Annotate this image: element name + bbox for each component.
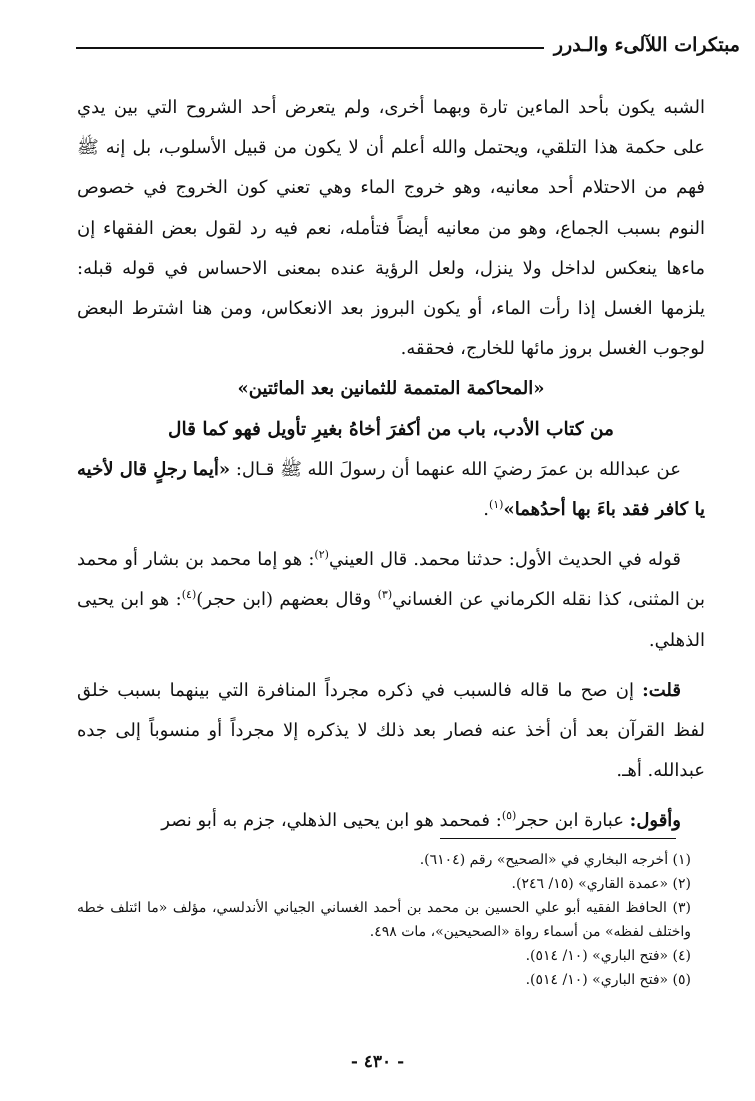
paragraph-aqulu bbox=[77, 801, 705, 841]
body-text bbox=[77, 88, 705, 842]
sub-heading: من كتاب الأدب، باب من أكفرَ أخاهُ بغيرِ تأويل فهو كما قال bbox=[168, 418, 614, 440]
hadith-text: «أيما رجلٍ قال لأخيه يا كافر فقد باءَ بها أحدُهما» bbox=[77, 458, 705, 521]
footnote-1: (١) أخرجه البخاري في «الصحيح» رقم (٦١٠٤). bbox=[419, 852, 691, 868]
section-heading: «المحاكمة المتممة للثمانين بعد المائتين» bbox=[237, 378, 545, 400]
qultu-text: إن صح ما قاله فالسبب في ذكره مجرداً المنافرة التي بينهما بسبب خلق لفظ القرآن بعد أن أخذ عنه فصار بعد ذلك لا يذكره إلا مجرداً أو منسوباً إلى جده عبدالله. أهـ. bbox=[77, 679, 705, 782]
paragraph-hadith bbox=[77, 450, 705, 530]
qultu-label: قلت: bbox=[642, 679, 681, 701]
footnotes bbox=[77, 848, 705, 992]
aqulu-label: وأقول: bbox=[629, 810, 681, 832]
running-header bbox=[76, 34, 740, 56]
commentary-part-c: وقال بعضهم (ابن حجر) bbox=[196, 589, 378, 611]
footnote-5: (٥) «فتح الباري» (١٠/ ٥١٤). bbox=[525, 972, 691, 988]
commentary-part-b: : هو إما محمد بن بشار أو محمد بن المثنى، كذا نقله الكرماني عن الغساني bbox=[77, 549, 705, 611]
paragraph-intro: الشبه يكون بأحد الماءين تارة وبهما أخرى، ولم يتعرض أحد الشروح التي بين يدي على حكمة هذا التلقي، ويحتمل والله أعلم أن لا يكون من قبيل الأسلوب، بل إنه ﷺ فهم من الاحتلام أحد معانيه، وهو خروج الماء وهي تعني كون الخروج في خصوص النوم بسبب الجماع، وهو من معانيه أيضاً فتأمله، نعم فيه رد لقول بعض الفقهاء إن ماءها ينعكس لداخل ولا ينزل، ولعل الرؤية عنده بمعنى الاحساس في قوله قبله: يلزمها الغسل إذا رأت الماء، أو يكون البروز بعد الانعكاس، ومن هنا اشترط البعض لوجوب الغسل بروز مائها للخارج، فحققه. bbox=[77, 97, 705, 360]
footnote-4: (٤) «فتح الباري» (١٠/ ٥١٤). bbox=[525, 948, 691, 964]
aqulu-part-a: عبارة ابن حجر bbox=[516, 810, 630, 832]
paragraph-qultu bbox=[77, 671, 705, 792]
commentary-part-a: قوله في الحديث الأول: حدثنا محمد. قال العيني bbox=[328, 549, 682, 571]
footnote-ref-5[interactable]: (٥) bbox=[501, 809, 517, 823]
footnote-ref-4[interactable]: (٤) bbox=[181, 588, 197, 602]
header-rule bbox=[76, 47, 544, 49]
header-title: مبتكرات اللآلىء والـدرر bbox=[553, 34, 740, 56]
aqulu-part-b: : فمحمد هو ابن يحيى الذهلي، جزم به أبو نصر bbox=[161, 810, 502, 832]
footnote-separator bbox=[440, 838, 676, 839]
hadith-end: . bbox=[483, 499, 489, 521]
paragraph-commentary bbox=[77, 540, 705, 661]
footnote-ref-3[interactable]: (٣) bbox=[377, 588, 393, 602]
page-number: - ٤٣٠ - bbox=[350, 1052, 405, 1072]
footnote-2: (٢) «عمدة القاري» (١٥/ ٢٤٦). bbox=[511, 876, 691, 892]
footnote-3: (٣) الحافظ الفقيه أبو علي الحسين بن محمد بن أحمد الغساني الجياني الأندلسي، مؤلف «ما ائتلف خطه واختلف لفظه» من أسماء رواة «الصحيحين»، مات ٤٩٨. bbox=[77, 900, 691, 940]
commentary-part-d: : هو ابن يحيى الذهلي. bbox=[77, 589, 705, 651]
hadith-intro: عن عبدالله بن عمرَ رضيَ الله عنهما أن رسولَ الله ﷺ قـال: bbox=[230, 458, 681, 480]
footnote-ref-1[interactable]: (١) bbox=[488, 498, 504, 512]
footnote-ref-2[interactable]: (٢) bbox=[314, 548, 329, 562]
